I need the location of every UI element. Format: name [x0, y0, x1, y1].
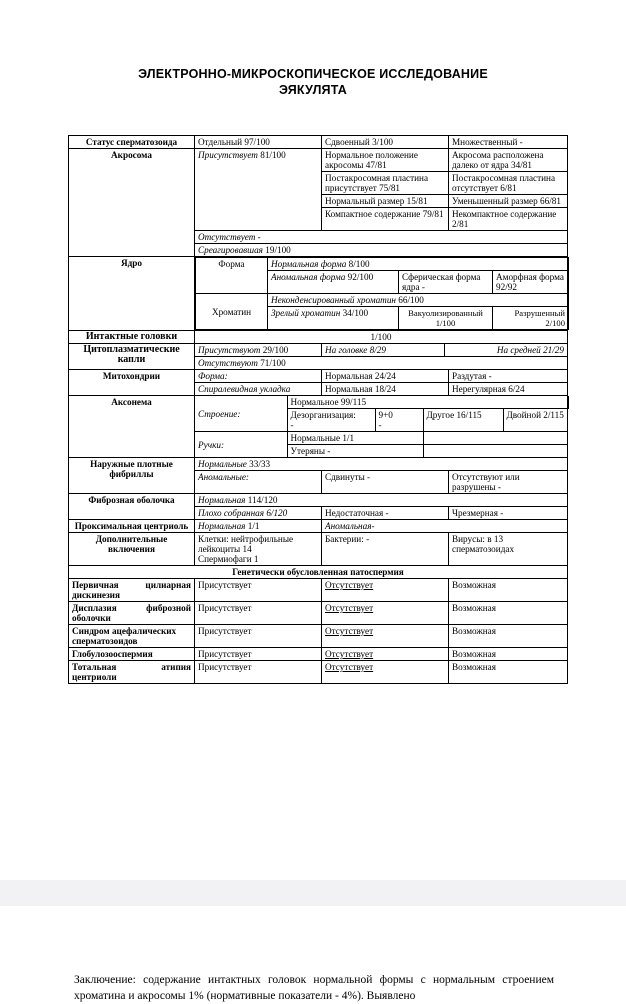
nucleus-mature-value: 34/100 — [342, 308, 369, 318]
acrosome-absent-value: - — [257, 232, 261, 242]
outer-fibrils-anomalous: Аномальные: — [195, 471, 322, 494]
fibrous-sheath-normal — [195, 494, 568, 507]
nucleus-normal-form-text: Нормальная форма — [271, 259, 347, 269]
cytoplasmic-present-value: 29/100 — [262, 345, 289, 355]
fibrous-sheath-normal-value: 114/120 — [247, 495, 278, 505]
nucleus-label: Ядро — [69, 257, 195, 331]
inclusions-cells — [195, 533, 322, 566]
nucleus-spherical-value: - — [421, 282, 425, 292]
genetic-row-2 — [69, 625, 568, 648]
axoneme-empty-2 — [423, 445, 568, 458]
page-title — [0, 66, 626, 98]
proximal-centriole-normal — [195, 520, 322, 533]
mitochondria-swollen: Раздутая - — [449, 370, 568, 383]
nucleus-form-label: Форма — [196, 258, 268, 294]
fibrous-sheath-poor-value: 6/120 — [266, 508, 288, 518]
acrosome-far: Акросома расположена далеко от ядра 34/81 — [449, 149, 568, 172]
nucleus-anomalous-form-text: Аномальная форма — [271, 272, 346, 282]
cytoplasmic-on-middle-text: На средней — [496, 345, 541, 355]
axoneme-empty-1 — [423, 432, 568, 445]
genetic-row-3 — [69, 648, 568, 661]
status-row — [69, 136, 568, 149]
mitochondria-normal: Нормальная 24/24 — [322, 370, 449, 383]
genetic-row-present: Присутствует — [195, 648, 322, 661]
proximal-centriole-anomalous: Аномальная- — [322, 520, 568, 533]
axoneme-structure-row-1 — [195, 396, 568, 409]
fibrous-sheath-insufficient: Недостаточная - — [322, 507, 449, 520]
genetic-row-label: Синдром ацефалических сперматозоидов — [69, 625, 195, 648]
mitochondria-normal2: Нормальная 18/24 — [322, 383, 449, 396]
genetic-row-possible: Возможная — [449, 625, 568, 648]
acrosome-postacr-present: Постакросомная пластина присутствует 75/81 — [322, 172, 449, 195]
nucleus-spherical-text: Сферическая форма ядра — [402, 272, 481, 292]
cytoplasmic-location-cell — [322, 344, 568, 357]
status-double: Сдвоенный 3/100 — [322, 136, 449, 149]
nucleus-mature — [268, 307, 399, 330]
nucleus-chromatin-label: Хроматин — [196, 294, 268, 330]
acrosome-postacr-absent: Постакросомная пластина отсутствует 6/81 — [449, 172, 568, 195]
nucleus-spherical — [399, 271, 493, 294]
acrosome-absent — [195, 231, 568, 244]
genetic-row-possible: Возможная — [449, 579, 568, 602]
inclusions-label: Дополнительные включения — [69, 533, 195, 566]
nucleus-subtable — [195, 257, 569, 330]
acrosome-compact: Компактное содержание 79/81 — [322, 208, 449, 231]
cytoplasmic-location-subtable — [322, 344, 567, 356]
axoneme-disorganization — [287, 409, 375, 432]
nucleus-normal-form-value: 8/100 — [348, 259, 370, 269]
acrosome-reduced-size: Уменьшенный размер 66/81 — [449, 195, 568, 208]
inclusions-spermophages: Спермиофаги 1 — [198, 554, 259, 564]
genetic-row-label: Первичная цилиарная дискинезия — [69, 579, 195, 602]
nucleus-form-row-1 — [196, 258, 569, 271]
genetic-row-absent: Отсутствует — [322, 579, 449, 602]
genetic-row-4 — [69, 661, 568, 684]
acrosome-reacted-value: 19/100 — [265, 245, 291, 255]
proximal-centriole-normal-text: Нормальная — [198, 521, 246, 531]
status-label: Статус сперматозоида — [69, 136, 195, 149]
results-table-wrapper — [68, 135, 567, 684]
cytoplasmic-present-text: Присутствуют — [198, 345, 261, 355]
cytoplasmic-on-head-text: На головке — [325, 345, 368, 355]
axoneme-other: Другое 16/115 — [423, 409, 503, 432]
fibrous-sheath-excessive: Чрезмерная - — [449, 507, 568, 520]
axoneme-handles-row-1 — [195, 432, 568, 445]
acrosome-noncompact: Некомпактное содержание 2/81 — [449, 208, 568, 231]
axoneme-handles-normal: Нормальные 1/1 — [287, 432, 423, 445]
genetic-row-absent: Отсутствует — [322, 661, 449, 684]
genetic-row-label: Тотальная атипия центриоли — [69, 661, 195, 684]
acrosome-present-text: Присутствует — [198, 150, 258, 160]
intact-heads-value: 1/100 — [195, 331, 568, 344]
nucleus-vacuolized: Вакуолизированный 1/100 — [399, 307, 493, 330]
genetic-row-0 — [69, 579, 568, 602]
axoneme-disorganization-text: Дезорганизация: — [290, 410, 356, 420]
cytoplasmic-present — [195, 344, 322, 357]
title-line-2: ЭЯКУЛЯТА — [278, 83, 348, 97]
outer-fibrils-row-1 — [69, 458, 568, 471]
axoneme-double: Двойной 2/115 — [503, 409, 568, 432]
nucleus-anomalous-form-value: 92/100 — [347, 272, 374, 282]
cytoplasmic-absent — [195, 357, 568, 370]
acrosome-row-1 — [69, 149, 568, 172]
fibrous-sheath-row-1 — [69, 494, 568, 507]
cytoplasmic-on-head — [322, 344, 445, 356]
title-line-1: ЭЛЕКТРОННО-МИКРОСКОПИЧЕСКОЕ ИССЛЕДОВАНИЕ — [138, 67, 488, 81]
axoneme-nine-zero — [375, 409, 423, 432]
cytoplasmic-on-middle — [445, 344, 568, 356]
genetic-row-possible: Возможная — [449, 661, 568, 684]
genetic-row-absent: Отсутствует — [322, 602, 449, 625]
axoneme-structure-label: Строение: — [195, 396, 287, 432]
outer-fibrils-label: Наружные плотные фибриллы — [69, 458, 195, 494]
inclusions-bacteria: Бактерии: - — [322, 533, 449, 566]
outer-fibrils-normal-value: 33/33 — [249, 459, 271, 469]
conclusion-paragraph: Заключение: содержание интактных головок нормальной формы с нормальным строением хроматина и акросомы 1% (нормативные показатели - 4%). Выявлено — [74, 974, 554, 1002]
axoneme-normal: Нормальное 99/115 — [287, 396, 568, 409]
acrosome-present-value: 81/100 — [260, 150, 286, 160]
results-table — [68, 135, 568, 684]
genetic-row-present: Присутствует — [195, 661, 322, 684]
nucleus-noncondensed-value: 66/100 — [398, 295, 424, 305]
genetic-row-label: Дисплазия фиброзной оболочки — [69, 602, 195, 625]
status-single: Отдельный 97/100 — [195, 136, 322, 149]
mitochondria-spiral: Спиралевидная укладка — [195, 383, 322, 396]
axoneme-nine-zero-value: - — [378, 420, 382, 430]
proximal-centriole-label: Проксимальная центриоль — [69, 520, 195, 533]
genetic-row-label: Глобулозооспермия — [69, 648, 195, 661]
fibrous-sheath-poor — [195, 507, 322, 520]
nucleus-cell — [195, 257, 568, 331]
genetic-row-present: Присутствует — [195, 579, 322, 602]
inclusions-row — [69, 533, 568, 566]
genetic-row-1 — [69, 602, 568, 625]
fibrous-sheath-poor-text: Плохо собранная — [198, 508, 265, 518]
mitochondria-row-1 — [69, 370, 568, 383]
acrosome-label: Акросома — [69, 149, 195, 257]
fibrous-sheath-label: Фиброзная оболочка — [69, 494, 195, 520]
intact-heads-row — [69, 331, 568, 344]
genetic-row-absent: Отсутствует — [322, 625, 449, 648]
inclusions-viruses: Вирусы: в 13 сперматозоидах — [449, 533, 568, 566]
cytoplasmic-absent-value: 71/100 — [260, 358, 286, 368]
nucleus-noncondensed — [268, 294, 569, 307]
genetic-row-present: Присутствует — [195, 602, 322, 625]
genetic-row-possible: Возможная — [449, 648, 568, 661]
cytoplasmic-label: Цитоплазматические капли — [69, 344, 195, 370]
fibrous-sheath-normal-text: Нормальная — [198, 495, 246, 505]
nucleus-noncondensed-text: Неконденсированный хроматин — [271, 295, 396, 305]
outer-fibrils-absent: Отсутствуют или разрушены - — [449, 471, 568, 494]
proximal-centriole-normal-value: 1/1 — [247, 521, 260, 531]
status-multiple: Множественный - — [449, 136, 568, 149]
outer-fibrils-normal — [195, 458, 568, 471]
mitochondria-irregular: Нерегулярная 6/24 — [449, 383, 568, 396]
axoneme-label: Аксонема — [69, 396, 195, 458]
report-page-2 — [0, 906, 626, 1000]
genetic-header: Генетически обусловленная патоспермия — [69, 566, 568, 579]
genetic-row-present: Присутствует — [195, 625, 322, 648]
nucleus-normal-form — [268, 258, 569, 271]
intact-heads-label: Интактные головки — [69, 331, 195, 344]
nucleus-row — [69, 257, 568, 331]
acrosome-absent-text: Отсутствует — [198, 232, 256, 242]
acrosome-present — [195, 149, 322, 231]
acrosome-reacted — [195, 244, 568, 257]
outer-fibrils-normal-text: Нормальные — [198, 459, 247, 469]
genetic-header-row — [69, 566, 568, 579]
nucleus-anomalous-form — [268, 271, 399, 294]
axoneme-nine-zero-text: 9+0 — [378, 410, 393, 420]
page-separator — [0, 880, 626, 906]
axoneme-subtable — [195, 396, 569, 457]
acrosome-normal-size: Нормальный размер 15/81 — [322, 195, 449, 208]
nucleus-amorphous: Аморфная форма 92/92 — [493, 271, 569, 294]
cytoplasmic-row-1 — [69, 344, 568, 357]
inclusions-cells-text: Клетки: нейтрофильные лейкоциты 14 — [198, 534, 294, 554]
cytoplasmic-absent-text: Отсутствуют — [198, 358, 258, 368]
axoneme-disorganization-value: - — [290, 420, 294, 430]
nucleus-destroyed: Разрушенный 2/100 — [493, 307, 569, 330]
nucleus-chromatin-row-1 — [196, 294, 569, 307]
axoneme-handles-lost: Утеряны - — [287, 445, 423, 458]
nucleus-mature-text: Зрелый хроматин — [271, 308, 341, 318]
axoneme-cell — [195, 396, 568, 458]
axoneme-row — [69, 396, 568, 458]
genetic-row-absent: Отсутствует — [322, 648, 449, 661]
genetic-row-possible: Возможная — [449, 602, 568, 625]
cytoplasmic-on-head-value: 8/29 — [369, 345, 386, 355]
mitochondria-label: Митохондрии — [69, 370, 195, 396]
proximal-centriole-row — [69, 520, 568, 533]
acrosome-reacted-text: Среагировавшая — [198, 245, 263, 255]
acrosome-normal-position: Нормальное положение акросомы 47/81 — [322, 149, 449, 172]
cytoplasmic-on-middle-value: 21/29 — [543, 345, 564, 355]
outer-fibrils-shifted: Сдвинуты - — [322, 471, 449, 494]
mitochondria-form: Форма: — [195, 370, 322, 383]
axoneme-handles-label: Ручки: — [195, 432, 287, 458]
